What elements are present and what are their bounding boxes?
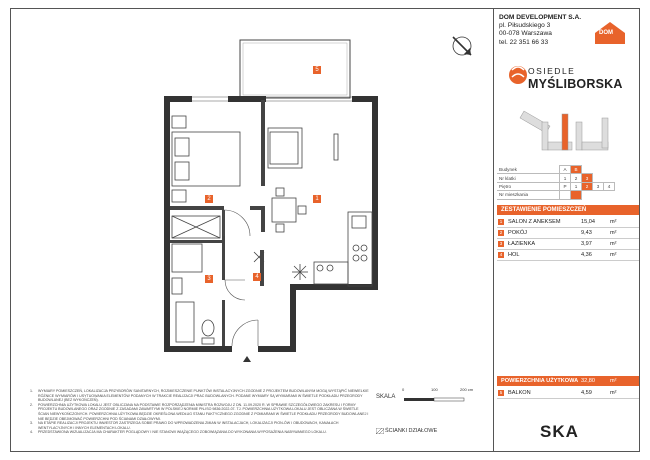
rooms-header: ZESTAWIENIE POMIESZCZEŃ [497,205,639,215]
interior-walls [170,100,265,346]
note-item [30,430,370,435]
metadata-row [497,166,615,174]
metadata-cell [571,191,582,199]
developer-name: DOM DEVELOPMENT S.A. [499,14,582,21]
room-badge-2: 2 [205,195,213,203]
metadata-cell: 2 [582,182,593,190]
site-plan-thumbnail [518,104,618,156]
room-area: 9,43 [581,230,592,236]
note-number: 2. [30,402,33,407]
room-number: 1 [499,219,503,224]
entrance-arrow-icon [243,356,251,362]
note-text: POWIERZCHNIA UŻYTKOWA LOKALU JEST OBLICZANA NA PODSTAWIE ROZPORZĄDZENIA MINISTRA ROZWOJU Z DN. 11.09.2020 R. W SPRAWIE SZCZEGÓŁOWEGO ZAKRESU I FORMY PROJEKTU BUDOWLANEGO ORAZ ZGODNIE Z ZASADAMI ZAWARTYMI W POLSKIEJ NORMIE PN-ISO 9836:2022-07. TJ. POWIERZCHNIA UŻYTKOWA LOKALU JEST OBLICZANA W ŚWIETLE ŚCIAN NIEWYKOŃCZONYCH. POWIERZCHNIA UŻYTKOWA BĘDZIE OKREŚLONA WEDŁUG STANU FAKTYCZNEGO ZGODNIE Z POMIARAMI W ŚWIETLE PODKŁADU PRZEGRODY BUDOWLANEJ I NIE BĘDZIE OBEJMOWAĆ POWIERZCHNI POD ŚCIANAMI DZIAŁOWYMI. [38,402,369,421]
living-furniture [268,128,338,232]
metadata-cell: B [571,166,582,174]
metadata-row [497,174,615,182]
balcony-area: 4,59 [581,390,592,396]
metadata-cell: 1 [571,182,582,190]
room-area: 4,36 [581,252,592,258]
usable-area-label: POWIERZCHNIA UŻYTKOWA [501,378,579,384]
metadata-cell: 3 [582,174,593,182]
developer-phone: tel. 22 351 66 33 [499,38,549,46]
metadata-label: Budynek [497,166,560,174]
balcony-number: 5 [499,390,503,395]
metadata-row [497,182,615,190]
usable-area-value: 32,80 [581,378,595,384]
usable-area-unit: m² [610,378,617,384]
room-row [497,239,639,250]
scale-label: SKALA [376,394,396,400]
note-item [30,389,370,403]
note-number: 4. [30,430,33,435]
note-text: PRZEDSTAWIONA WIZUALIZACJA MA CHARAKTER POGLĄDOWY I NIE STANOWI WIĄŻĄCEGO ZOBOWIĄZANIA DO WYKONANIA WYPOSAŻENIA NABYWANEGO LOKALU. [38,430,327,435]
kitchen [314,212,372,286]
note-text: NA ETAPIE REALIZACJI PROJEKTU INWESTOR ZASTRZEGA SOBIE PRAWO DO WPROWADZENIA ZMIAN W INSTALACJACH, LOKALIZACJI PION-ÓW I OBUDOWACH, KANAŁACH WENTYLACYJNYCH I INNYCH ELEMENTACH LOKALU. [38,421,339,430]
room-badge-3: 3 [205,275,213,283]
partition-walls-legend-label: ŚCIANKI DZIAŁOWE [385,428,438,434]
room-area: 3,97 [581,241,592,247]
room-name: SALON Z ANEKSEM [508,219,561,225]
rooms-list [497,217,639,261]
developer-info [499,14,581,47]
room-area: 15,04 [581,219,595,225]
note-item [30,403,370,421]
room-name: POKÓJ [508,230,527,236]
room-row [497,228,639,239]
estate-logo-icon [508,60,528,90]
note-item [30,421,370,430]
room-unit: m² [610,230,617,236]
bed [172,116,240,202]
balcony-unit: m² [610,390,617,396]
scale-tick-200: 200 cm [460,387,474,392]
scale-graphic [402,392,482,406]
developer-address2: 00-078 Warszawa [499,30,552,38]
balcony-row [497,388,639,399]
developer-address1: pl. Piłsudskiego 3 [499,22,551,30]
estate-name-line1: OSIEDLE [528,66,576,76]
room-row [497,250,639,261]
metadata-label: Nr klatki [497,174,560,182]
balcony-name: BALKON [508,390,531,396]
room-number: 2 [499,230,503,235]
estate-name-line2: MYŚLIBORSKA [528,77,623,91]
metadata-label: Nr mieszkania [497,191,560,199]
scale-tick-0: 0 [402,387,405,392]
metadata-cell: A [560,166,571,174]
room-row [497,217,639,228]
metadata-cell: 1 [560,174,571,182]
architect-logo-text: SKA [540,422,579,441]
metadata-cell: P [560,182,571,190]
note-number: 1. [30,389,33,393]
partition-walls-legend-icon [376,428,384,434]
metadata-row [497,191,615,199]
room-unit: m² [610,219,617,225]
sheet-divider [493,8,494,452]
metadata-label: Piętro [497,182,560,190]
room-number: 3 [499,241,503,246]
note-text: WYMIARY POMIESZCZEŃ, LOKALIZACJA PRZYBORÓW SANITARNYCH, ROZMIESZCZENIE PUNKTÓW INSTALACYJNYCH ZGODNIE Z PROJEKTEM BUDOWLANYM MOGĄ WYSTĄPIĆ NIEWIELKIE RÓŻNICE WYMIARÓW I USYTUOWANIA ELEMENTÓW PODANYCH W TRAKCIE REALIZACJI PRAC BUDOWLANYCH. PODANE WYMIARY SĄ WYMIARAMI W ŚWIETLE PODKŁADU PRZEGRODY BUDOWLANEJ (BEZ WYKOŃCZEŃ). [38,389,369,403]
legal-notes [30,389,370,435]
room-name: HOL [508,252,520,258]
room-unit: m² [610,241,617,247]
room-badge-1: 1 [313,195,321,203]
room-number: 4 [499,252,503,257]
exterior-walls [164,96,378,352]
room-badge-5: 5 [313,66,321,74]
metadata-cell: 4 [604,182,615,190]
usable-area-row [497,376,639,386]
developer-logo-text: DOM [599,30,613,36]
scale-tick-100: 100 [431,387,438,392]
balcony-area [240,40,350,98]
metadata-cell: 2 [571,174,582,182]
unit-metadata-table [497,165,615,200]
architect-logo [540,422,579,442]
note-number: 3. [30,421,33,426]
room-unit: m² [610,252,617,258]
north-arrow-icon [453,37,471,55]
room-badge-4: 4 [253,273,261,281]
metadata-cell: 3 [593,182,604,190]
metadata-cell [560,191,571,199]
room-name: ŁAZIENKA [508,241,536,247]
